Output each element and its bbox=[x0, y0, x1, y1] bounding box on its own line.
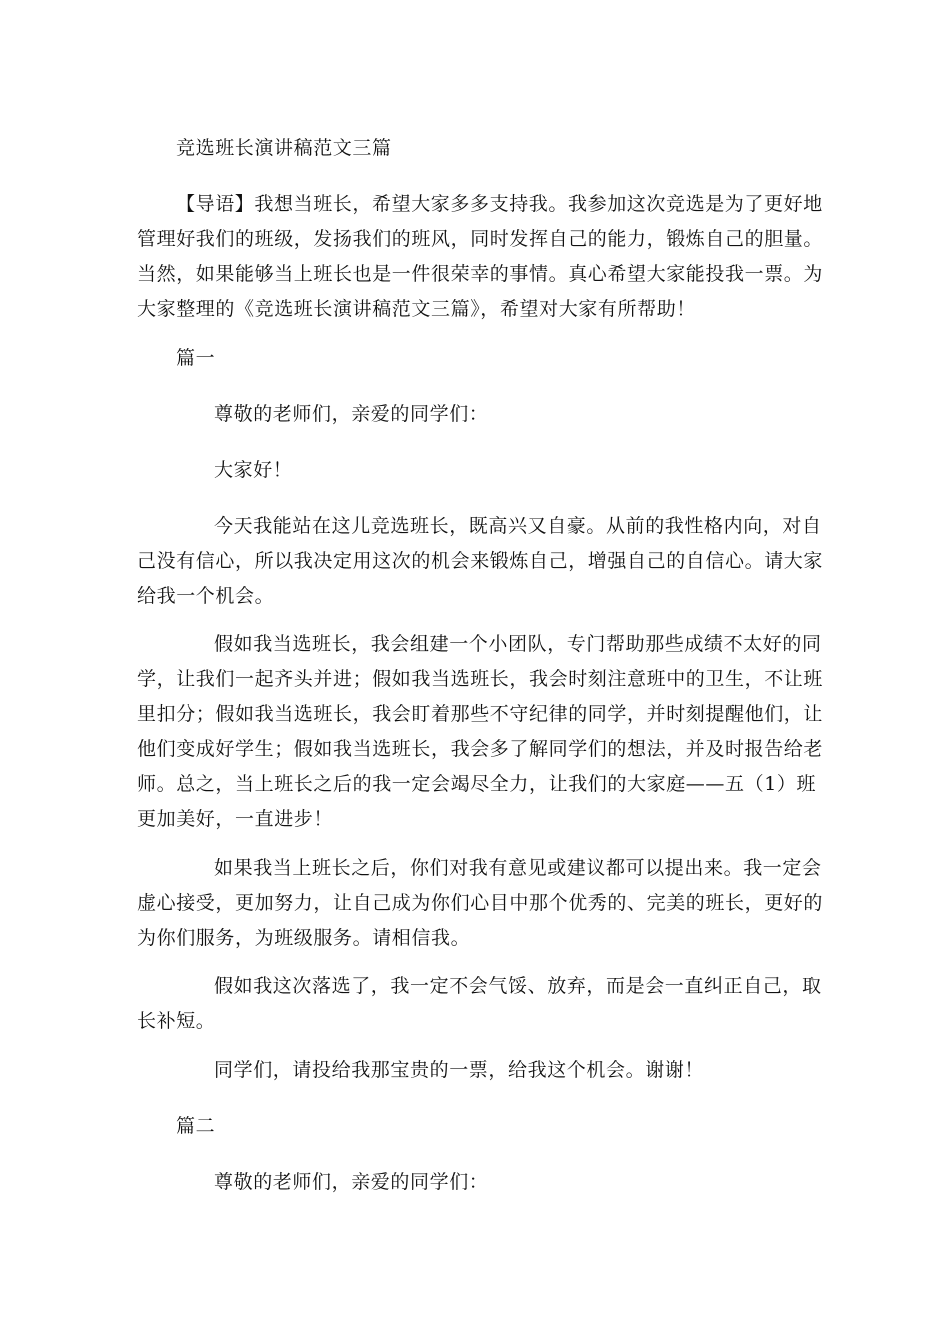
paragraph-line: 假如我这次落选了，我一定不会气馁、放弃，而是会一直纠正自己，取 bbox=[214, 975, 822, 997]
paragraph-line: 为你们服务，为班级服务。请相信我。 bbox=[137, 927, 471, 949]
paragraph-line: 师。总之，当上班长之后的我一定会竭尽全力，让我们的大家庭——五（1）班 bbox=[137, 773, 817, 795]
paragraph-line: 己没有信心，所以我决定用这次的机会来锻炼自己，增强自己的自信心。请大家 bbox=[137, 550, 824, 572]
intro-line: 【导语】我想当班长，希望大家多多支持我。我参加这次竞选是为了更好地 bbox=[176, 193, 823, 215]
paragraph-line: 长补短。 bbox=[137, 1010, 216, 1032]
paragraph-line: 假如我当选班长，我会组建一个小团队，专门帮助那些成绩不太好的同 bbox=[214, 633, 822, 655]
closing-line: 同学们，请投给我那宝贵的一票，给我这个机会。谢谢！ bbox=[214, 1059, 705, 1081]
paragraph-line: 更加美好，一直进步！ bbox=[137, 808, 334, 830]
salutation: 尊敬的老师们，亲爱的同学们： bbox=[214, 403, 489, 425]
paragraph-line: 里扣分；假如我当选班长，我会盯着那些不守纪律的同学，并时刻提醒他们，让 bbox=[137, 703, 824, 725]
section-heading: 篇一 bbox=[176, 347, 216, 369]
intro-line: 管理好我们的班级，发扬我们的班风，同时发挥自己的能力，锻炼自己的胆量。 bbox=[137, 228, 824, 250]
paragraph-line: 给我一个机会。 bbox=[137, 585, 275, 607]
intro-line: 当然，如果能够当上班长也是一件很荣幸的事情。真心希望大家能投我一票。为 bbox=[137, 263, 824, 285]
greeting: 大家好！ bbox=[214, 459, 293, 481]
paragraph-line: 今天我能站在这儿竞选班长，既高兴又自豪。从前的我性格内向，对自 bbox=[214, 515, 822, 537]
paragraph-line: 他们变成好学生；假如我当选班长，我会多了解同学们的想法，并及时报告给老 bbox=[137, 738, 824, 760]
paragraph-line: 如果我当上班长之后，你们对我有意见或建议都可以提出来。我一定会 bbox=[214, 857, 822, 879]
paragraph-line: 学，让我们一起齐头并进；假如我当选班长，我会时刻注意班中的卫生，不让班 bbox=[137, 668, 824, 690]
section-heading: 篇二 bbox=[176, 1115, 216, 1137]
salutation: 尊敬的老师们，亲爱的同学们： bbox=[214, 1171, 489, 1193]
document-title: 竞选班长演讲稿范文三篇 bbox=[176, 137, 392, 159]
intro-line: 大家整理的《竞选班长演讲稿范文三篇》，希望对大家有所帮助！ bbox=[137, 298, 696, 320]
paragraph-line: 虚心接受，更加努力，让自己成为你们心目中那个优秀的、完美的班长，更好的 bbox=[137, 892, 824, 914]
